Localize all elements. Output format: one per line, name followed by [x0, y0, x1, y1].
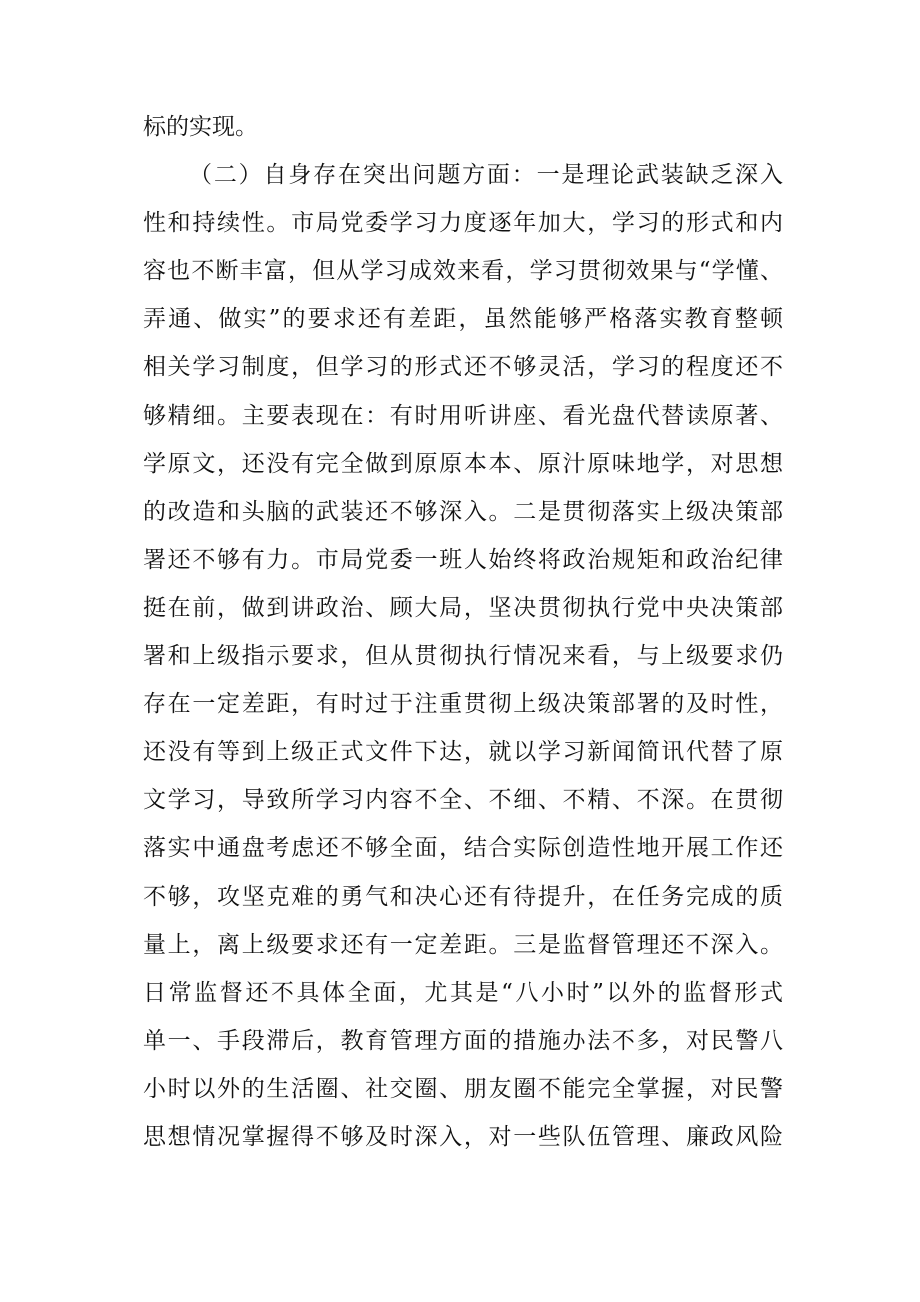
text-line: 署还不够有力。市局党委一班人始终将政治规矩和政治纪律	[143, 546, 783, 573]
text-line: 署和上级指示要求，但从贯彻执行情况来看，与上级要求仍	[143, 643, 783, 670]
text-line: 思想情况掌握得不够及时深入，对一些队伍管理、廉政风险	[143, 1123, 783, 1150]
text-line: 存在一定差距，有时过于注重贯彻上级决策部署的及时性，	[143, 691, 783, 718]
document-body	[143, 103, 783, 1161]
text-line: 小时以外的生活圈、社交圈、朋友圈不能完全掌握，对民警	[143, 1075, 783, 1102]
text-line: 量上，离上级要求还有一定差距。三是监督管理还不深入。	[143, 931, 783, 958]
text-line: 落实中通盘考虑还不够全面，结合实际创造性地开展工作还	[143, 835, 783, 862]
text-line: 挺在前，做到讲政治、顾大局，坚决贯彻执行党中央决策部	[143, 594, 783, 621]
text-line: 学原文，还没有完全做到原原本本、原汁原味地学，对思想	[143, 450, 783, 477]
text-line: 容也不断丰富，但从学习成效来看，学习贯彻效果与“学懂、	[143, 258, 783, 285]
text-line: 弄通、做实”的要求还有差距，虽然能够严格落实教育整顿	[143, 306, 783, 333]
text-line: 日常监督还不具体全面，尤其是“八小时”以外的监督形式	[143, 979, 783, 1006]
text-line: 的改造和头脑的武装还不够深入。二是贯彻落实上级决策部	[143, 498, 783, 525]
text-line: 相关学习制度，但学习的形式还不够灵活，学习的程度还不	[143, 354, 783, 381]
text-line: 性和持续性。市局党委学习力度逐年加大，学习的形式和内	[143, 210, 783, 237]
text-line: 文学习，导致所学习内容不全、不细、不精、不深。在贯彻	[143, 787, 783, 814]
text-line: 不够，攻坚克难的勇气和决心还有待提升，在任务完成的质	[143, 883, 783, 910]
text-line: 够精细。主要表现在：有时用听讲座、看光盘代替读原著、	[143, 402, 783, 429]
section-heading-line: （二）自身存在突出问题方面：一是理论武装缺乏深入	[189, 162, 783, 189]
text-line: 标的实现。	[143, 114, 258, 140]
text-line: 还没有等到上级正式文件下达，就以学习新闻简讯代替了原	[143, 739, 783, 766]
text-line: 单一、手段滞后，教育管理方面的措施办法不多，对民警八	[143, 1027, 783, 1054]
